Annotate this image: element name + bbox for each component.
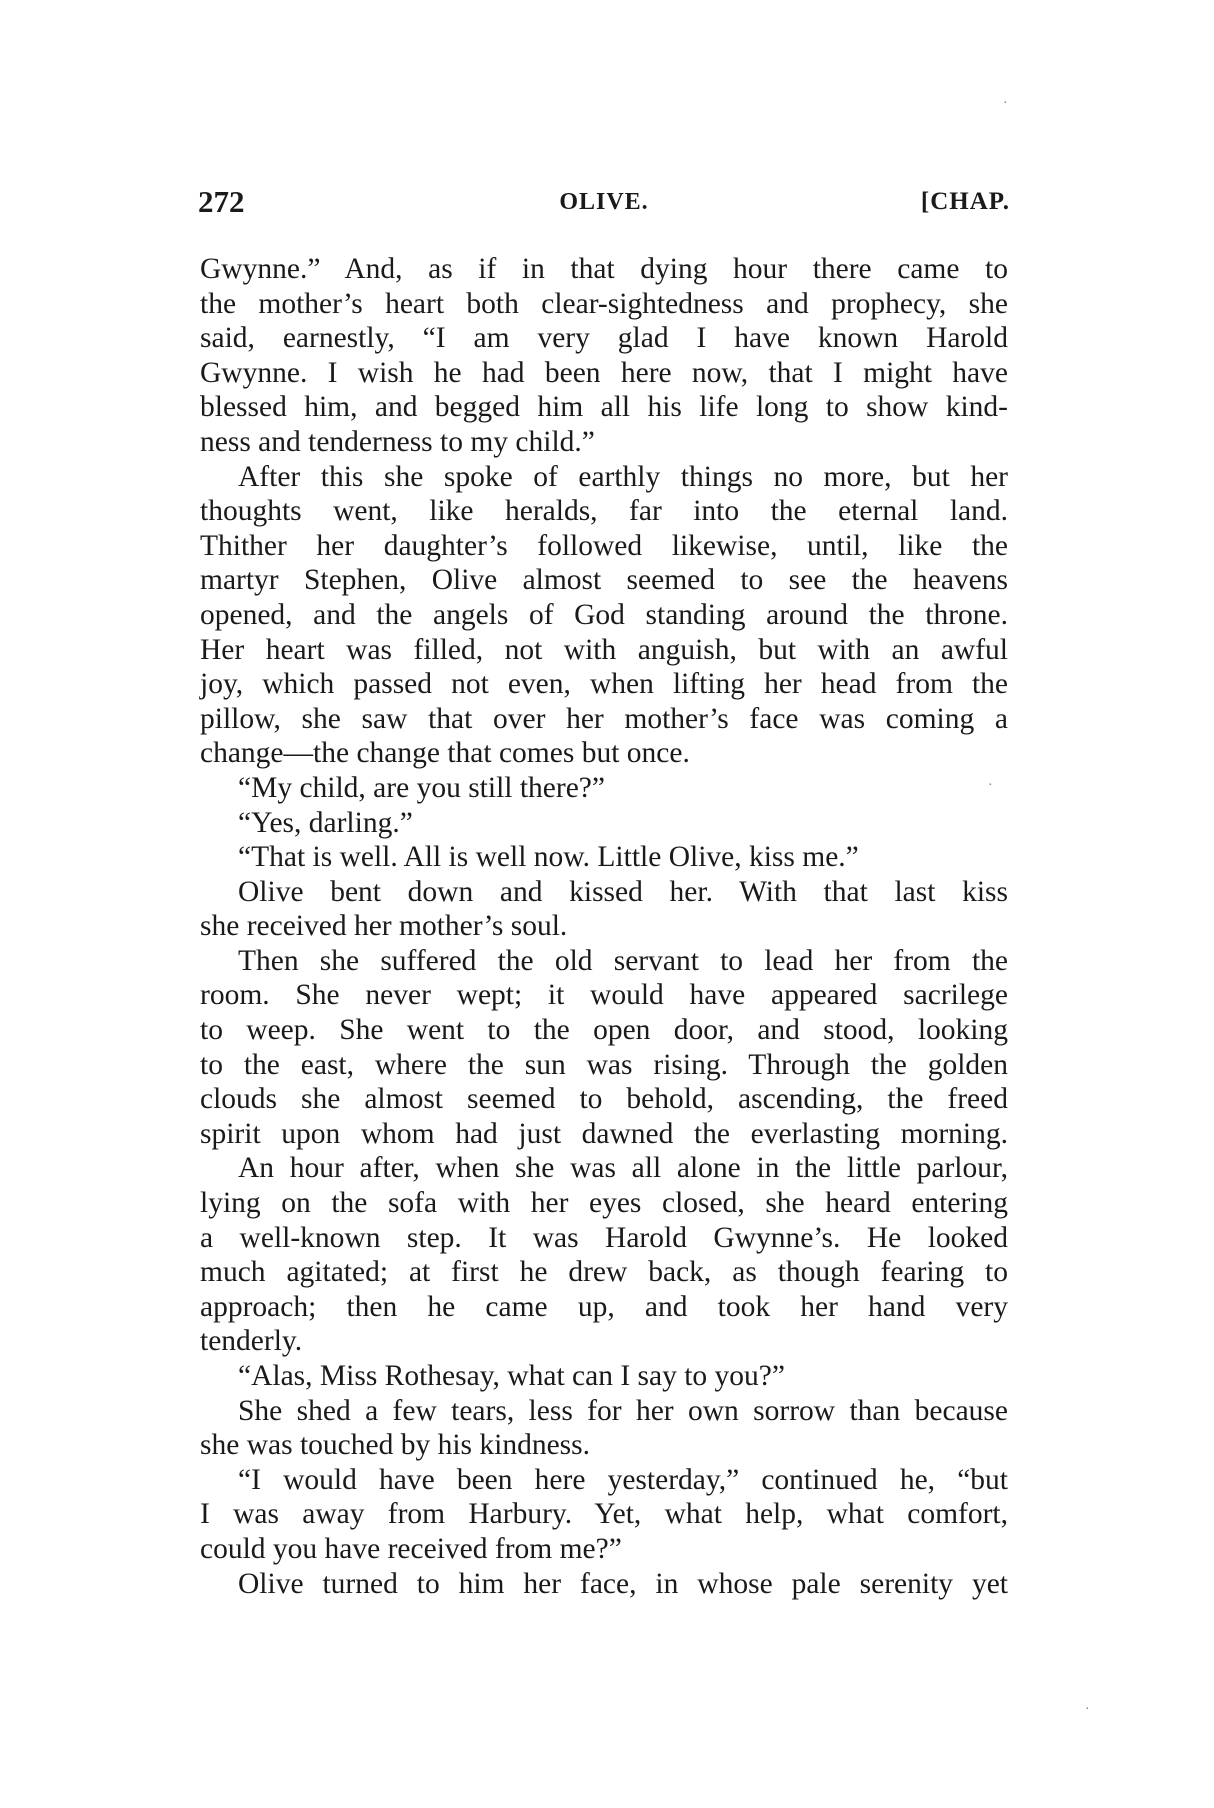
text-line: tenderly.	[200, 1325, 303, 1358]
scan-speck: ·	[1085, 1702, 1090, 1717]
text-line: “Alas, Miss Rothesay, what can I say to you?”	[238, 1360, 785, 1392]
text-line: Thither her daughter’s followed likewise, until, like the	[200, 529, 1008, 562]
text-line: spirit upon whom had just dawned the everlasting morning.	[200, 1117, 1008, 1150]
text-line: she received her mother’s soul.	[200, 910, 568, 943]
text-line: change—the change that comes but once.	[200, 737, 690, 770]
scan-speck: ·	[1003, 96, 1008, 111]
page-number: 272	[198, 184, 245, 219]
text-line: to weep. She went to the open door, and stood, looking	[200, 1014, 1008, 1047]
text-line: opened, and the angels of God standing around the throne.	[200, 598, 1008, 631]
text-block	[200, 252, 1008, 1601]
text-line: Gwynne.” And, as if in that dying hour there came to	[200, 253, 1008, 285]
text-line: Olive bent down and kissed her. With that last kiss	[238, 875, 1008, 908]
text-line: to the east, where the sun was rising. Through the golden	[200, 1048, 1008, 1081]
text-line: “That is well. All is well now. Little Olive, kiss me.”	[238, 841, 859, 874]
text-line: much agitated; at first he drew back, as though fearing to	[200, 1256, 1008, 1289]
text-line: clouds she almost seemed to behold, ascending, the freed	[200, 1083, 1008, 1116]
text-line: a well-known step. It was Harold Gwynne’s. He looked	[200, 1221, 1008, 1254]
text-line: I was away from Harbury. Yet, what help, what comfort,	[200, 1498, 1008, 1531]
text-line: could you have received from me?”	[200, 1532, 622, 1565]
text-line: An hour after, when she was all alone in the little parlour,	[238, 1152, 1008, 1185]
text-line: After this she spoke of earthly things no more, but her	[238, 460, 1008, 493]
text-line: martyr Stephen, Olive almost seemed to see the heavens	[200, 564, 1008, 597]
text-line: Her heart was filled, not with anguish, but with an awful	[200, 633, 1008, 666]
text-line: Then she suffered the old servant to lead her from the	[238, 944, 1008, 977]
text-line: approach; then he came up, and took her hand very	[200, 1290, 1008, 1323]
text-line: Olive turned to him her face, in whose pale serenity yet	[238, 1567, 1008, 1600]
text-line: blessed him, and begged him all his life long to show kind-	[200, 391, 1008, 424]
text-line: “Yes, darling.”	[238, 806, 413, 839]
running-header	[198, 180, 1010, 224]
running-title: OLIVE.	[559, 189, 649, 215]
text-line: said, earnestly, “I am very glad I have known Harold	[200, 322, 1008, 355]
text-line: lying on the sofa with her eyes closed, she heard entering	[200, 1187, 1008, 1220]
text-line: she was touched by his kindness.	[200, 1429, 591, 1462]
text-line: “My child, are you still there?”	[238, 771, 605, 804]
scan-speck: ·	[988, 778, 993, 793]
text-line: the mother’s heart both clear-sightedness and prophecy, she	[200, 287, 1008, 320]
text-line: “I would have been here yesterday,” continued he, “but	[238, 1463, 1008, 1496]
text-line: ness and tenderness to my child.”	[200, 425, 595, 458]
chapter-marker: [CHAP.	[920, 188, 1010, 215]
text-line: Gwynne. I wish he had been here now, that I might have	[200, 356, 1008, 389]
text-line: She shed a few tears, less for her own sorrow than because	[238, 1394, 1008, 1427]
text-line: joy, which passed not even, when lifting her head from the	[200, 668, 1008, 701]
text-line: room. She never wept; it would have appeared sacrilege	[200, 979, 1008, 1012]
text-line: pillow, she saw that over her mother’s face was coming a	[200, 702, 1008, 735]
text-line: thoughts went, like heralds, far into the eternal land.	[200, 495, 1008, 528]
